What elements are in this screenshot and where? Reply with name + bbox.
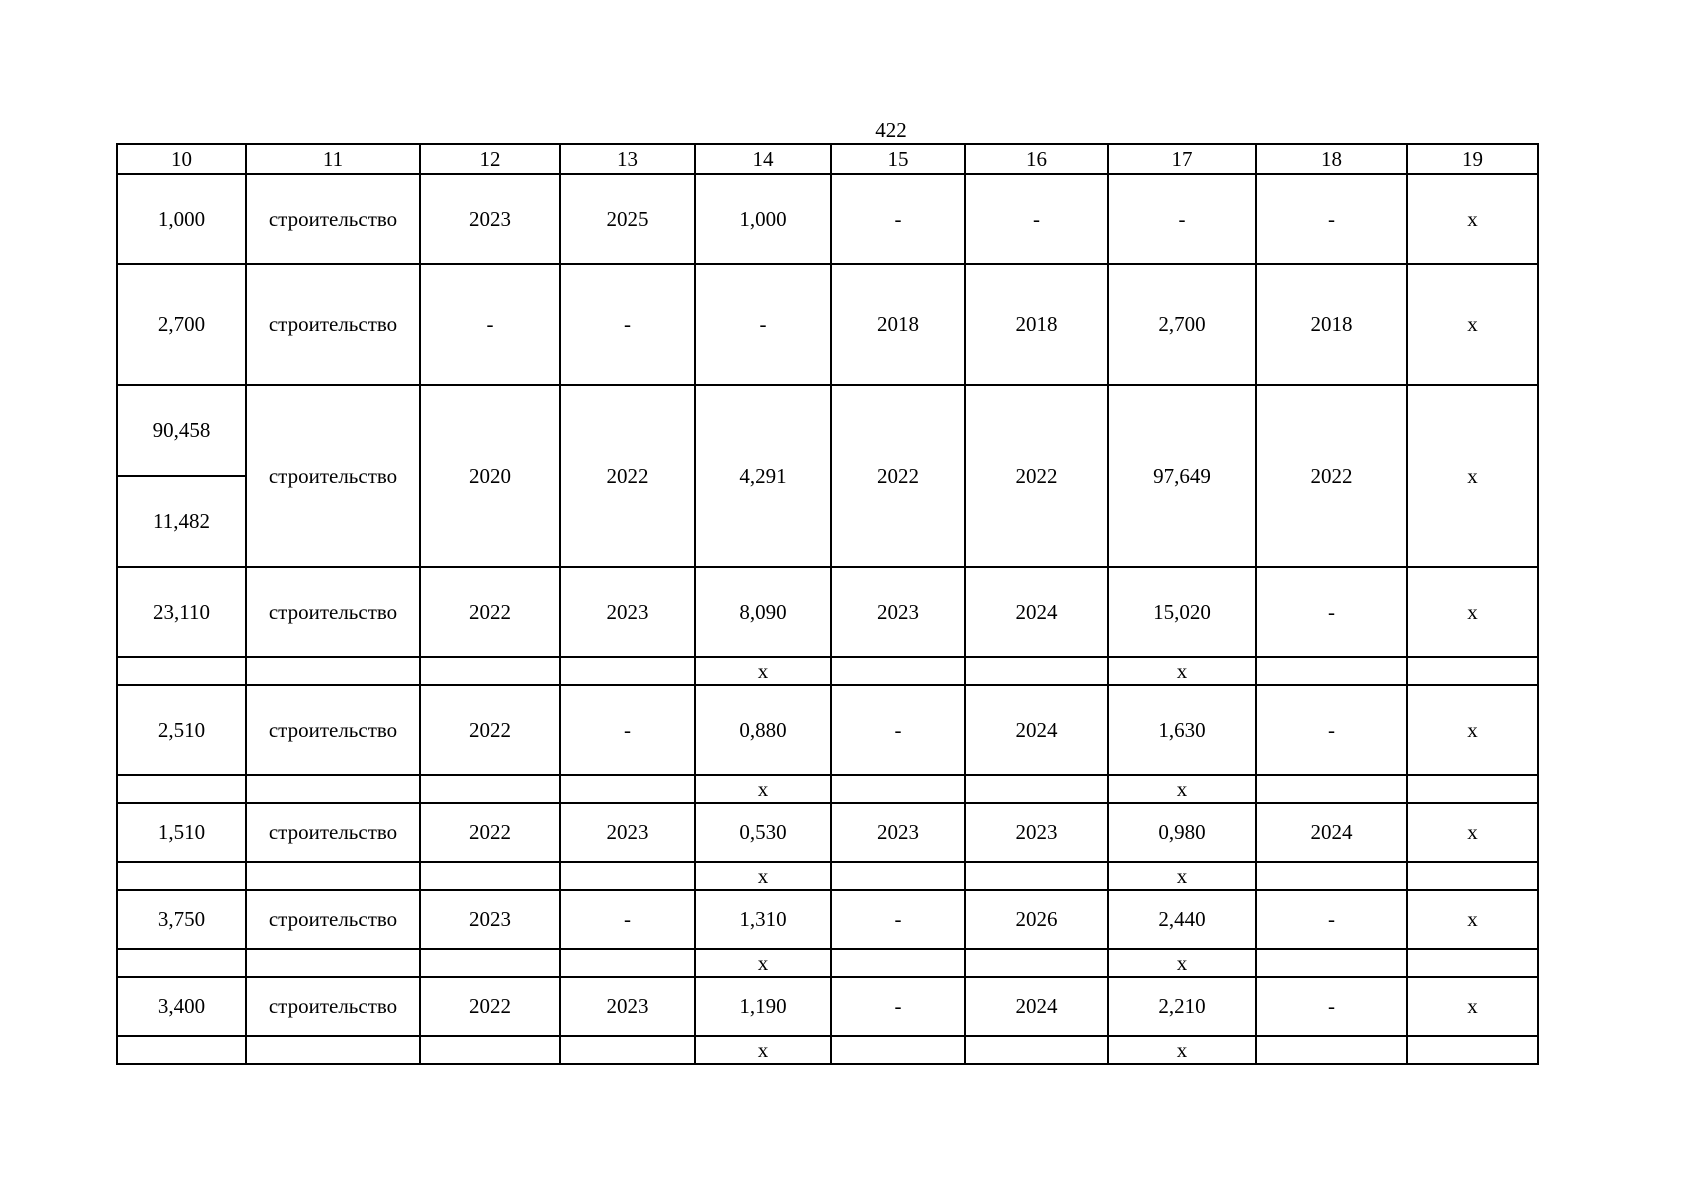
table-cell: - [420,264,560,385]
table-cell: 2024 [1256,803,1407,862]
table-cell [1407,775,1538,803]
table-cell: 2018 [965,264,1108,385]
table-cell: x [695,775,831,803]
table-cell: 2024 [965,567,1108,657]
table-cell: 11,482 [117,476,246,567]
table-cell: x [1407,174,1538,264]
table-cell: 2023 [831,803,965,862]
table-cell: x [1108,1036,1256,1064]
table-cell [117,657,246,685]
table-cell [246,862,420,890]
table-cell: 2023 [420,890,560,949]
table-cell: - [695,264,831,385]
table-cell: 2,700 [1108,264,1256,385]
table-cell: 8,090 [695,567,831,657]
header-row [117,144,1538,174]
table-cell [1256,657,1407,685]
table-cell: x [1407,977,1538,1036]
table-cell [420,657,560,685]
table-cell: строительство [246,567,420,657]
table-row [117,264,1538,385]
table-cell: 2023 [560,803,695,862]
table-cell: - [1256,890,1407,949]
table-cell: x [1407,567,1538,657]
table-cell [1256,1036,1407,1064]
table-cell: - [1108,174,1256,264]
table-cell: 2018 [1256,264,1407,385]
table-cell: x [1407,803,1538,862]
table-cell [420,862,560,890]
table-cell [1407,949,1538,977]
table-cell: 2024 [965,685,1108,775]
header-cell: 18 [1256,144,1407,174]
header-cell: 19 [1407,144,1538,174]
table-cell [831,862,965,890]
header-cell: 17 [1108,144,1256,174]
table-cell [1256,775,1407,803]
table-row [117,949,1538,977]
table-cell [246,949,420,977]
table-cell: 4,291 [695,385,831,567]
header-cell: 15 [831,144,965,174]
table-cell [831,949,965,977]
table-cell [560,775,695,803]
table-row [117,174,1538,264]
table-cell: 1,000 [695,174,831,264]
table-cell: 0,530 [695,803,831,862]
table-cell: 1,630 [1108,685,1256,775]
table-cell [1407,862,1538,890]
table-cell [965,862,1108,890]
table-cell: 2022 [1256,385,1407,567]
table-cell: строительство [246,264,420,385]
table-cell: x [695,1036,831,1064]
table-cell: 1,000 [117,174,246,264]
table-cell: - [1256,567,1407,657]
table-cell [246,775,420,803]
table-cell: x [695,949,831,977]
table-cell [831,657,965,685]
table-cell: 2022 [560,385,695,567]
table-cell [420,949,560,977]
table-cell [246,657,420,685]
table-cell: 2022 [420,685,560,775]
table-cell: 2023 [831,567,965,657]
table-cell: 2023 [560,567,695,657]
table-cell: 2018 [831,264,965,385]
table-cell [420,1036,560,1064]
table-cell: 2,210 [1108,977,1256,1036]
table-cell: 1,190 [695,977,831,1036]
table-cell [1407,1036,1538,1064]
table-cell [1256,949,1407,977]
table-cell: 3,400 [117,977,246,1036]
table-cell: x [695,657,831,685]
table-cell [117,1036,246,1064]
table-cell [246,1036,420,1064]
table-cell [965,775,1108,803]
table-cell: 1,510 [117,803,246,862]
table-cell: строительство [246,803,420,862]
table-cell: - [560,890,695,949]
table-cell: 23,110 [117,567,246,657]
table-cell [1407,657,1538,685]
table-row [117,803,1538,862]
table-row [117,890,1538,949]
table-cell: - [831,977,965,1036]
header-cell: 16 [965,144,1108,174]
table-cell: - [831,890,965,949]
table-cell: 2,700 [117,264,246,385]
table-cell: x [1108,949,1256,977]
table-cell: строительство [246,385,420,567]
table-cell: 90,458 [117,385,246,476]
table-cell [1256,862,1407,890]
table-cell: x [1407,685,1538,775]
table-cell [117,949,246,977]
table-cell: x [1407,385,1538,567]
table-cell: - [831,685,965,775]
table-cell [560,1036,695,1064]
table-row [117,977,1538,1036]
table-cell: 2022 [420,567,560,657]
table-row [117,685,1538,775]
table-cell [831,1036,965,1064]
table-cell: 2022 [420,977,560,1036]
page-number: 422 [875,118,907,142]
table-cell [965,1036,1108,1064]
table-row [117,862,1538,890]
table-cell: строительство [246,685,420,775]
table-cell [560,949,695,977]
table-row [117,567,1538,657]
table-cell: 2022 [965,385,1108,567]
header-cell: 10 [117,144,246,174]
table-cell: 2020 [420,385,560,567]
header-cell: 11 [246,144,420,174]
table-cell: - [1256,977,1407,1036]
table-cell: 2023 [560,977,695,1036]
table-cell [965,949,1108,977]
table-cell: 2022 [420,803,560,862]
table-row [117,385,1538,476]
table-cell: 2024 [965,977,1108,1036]
table-cell: x [695,862,831,890]
data-table [116,143,1539,1065]
table-cell: 3,750 [117,890,246,949]
table-cell [420,775,560,803]
table-cell: строительство [246,977,420,1036]
table-cell: строительство [246,890,420,949]
table-cell: строительство [246,174,420,264]
table-cell: - [1256,685,1407,775]
table-cell: 2023 [965,803,1108,862]
table-cell: - [831,174,965,264]
table-cell [560,657,695,685]
header-cell: 12 [420,144,560,174]
table-cell [117,862,246,890]
header-cell: 13 [560,144,695,174]
table-cell: 2025 [560,174,695,264]
table-cell: 97,649 [1108,385,1256,567]
table-cell [117,775,246,803]
table-cell: x [1108,775,1256,803]
table-cell: - [560,685,695,775]
table-cell: 2026 [965,890,1108,949]
table-cell: 1,310 [695,890,831,949]
header-cell: 14 [695,144,831,174]
table-cell: - [1256,174,1407,264]
table-cell [965,657,1108,685]
table-cell: 2022 [831,385,965,567]
table-cell: 0,880 [695,685,831,775]
table-cell: - [560,264,695,385]
table-cell: x [1407,264,1538,385]
table-row [117,1036,1538,1064]
table-cell [560,862,695,890]
table-row [117,775,1538,803]
table-cell: 2023 [420,174,560,264]
table-cell: 15,020 [1108,567,1256,657]
table-cell: x [1108,657,1256,685]
table-cell: 2,440 [1108,890,1256,949]
table-cell: 0,980 [1108,803,1256,862]
table-cell: x [1407,890,1538,949]
table-row [117,657,1538,685]
table-cell: - [965,174,1108,264]
table-cell: x [1108,862,1256,890]
table-cell: 2,510 [117,685,246,775]
table-cell [831,775,965,803]
